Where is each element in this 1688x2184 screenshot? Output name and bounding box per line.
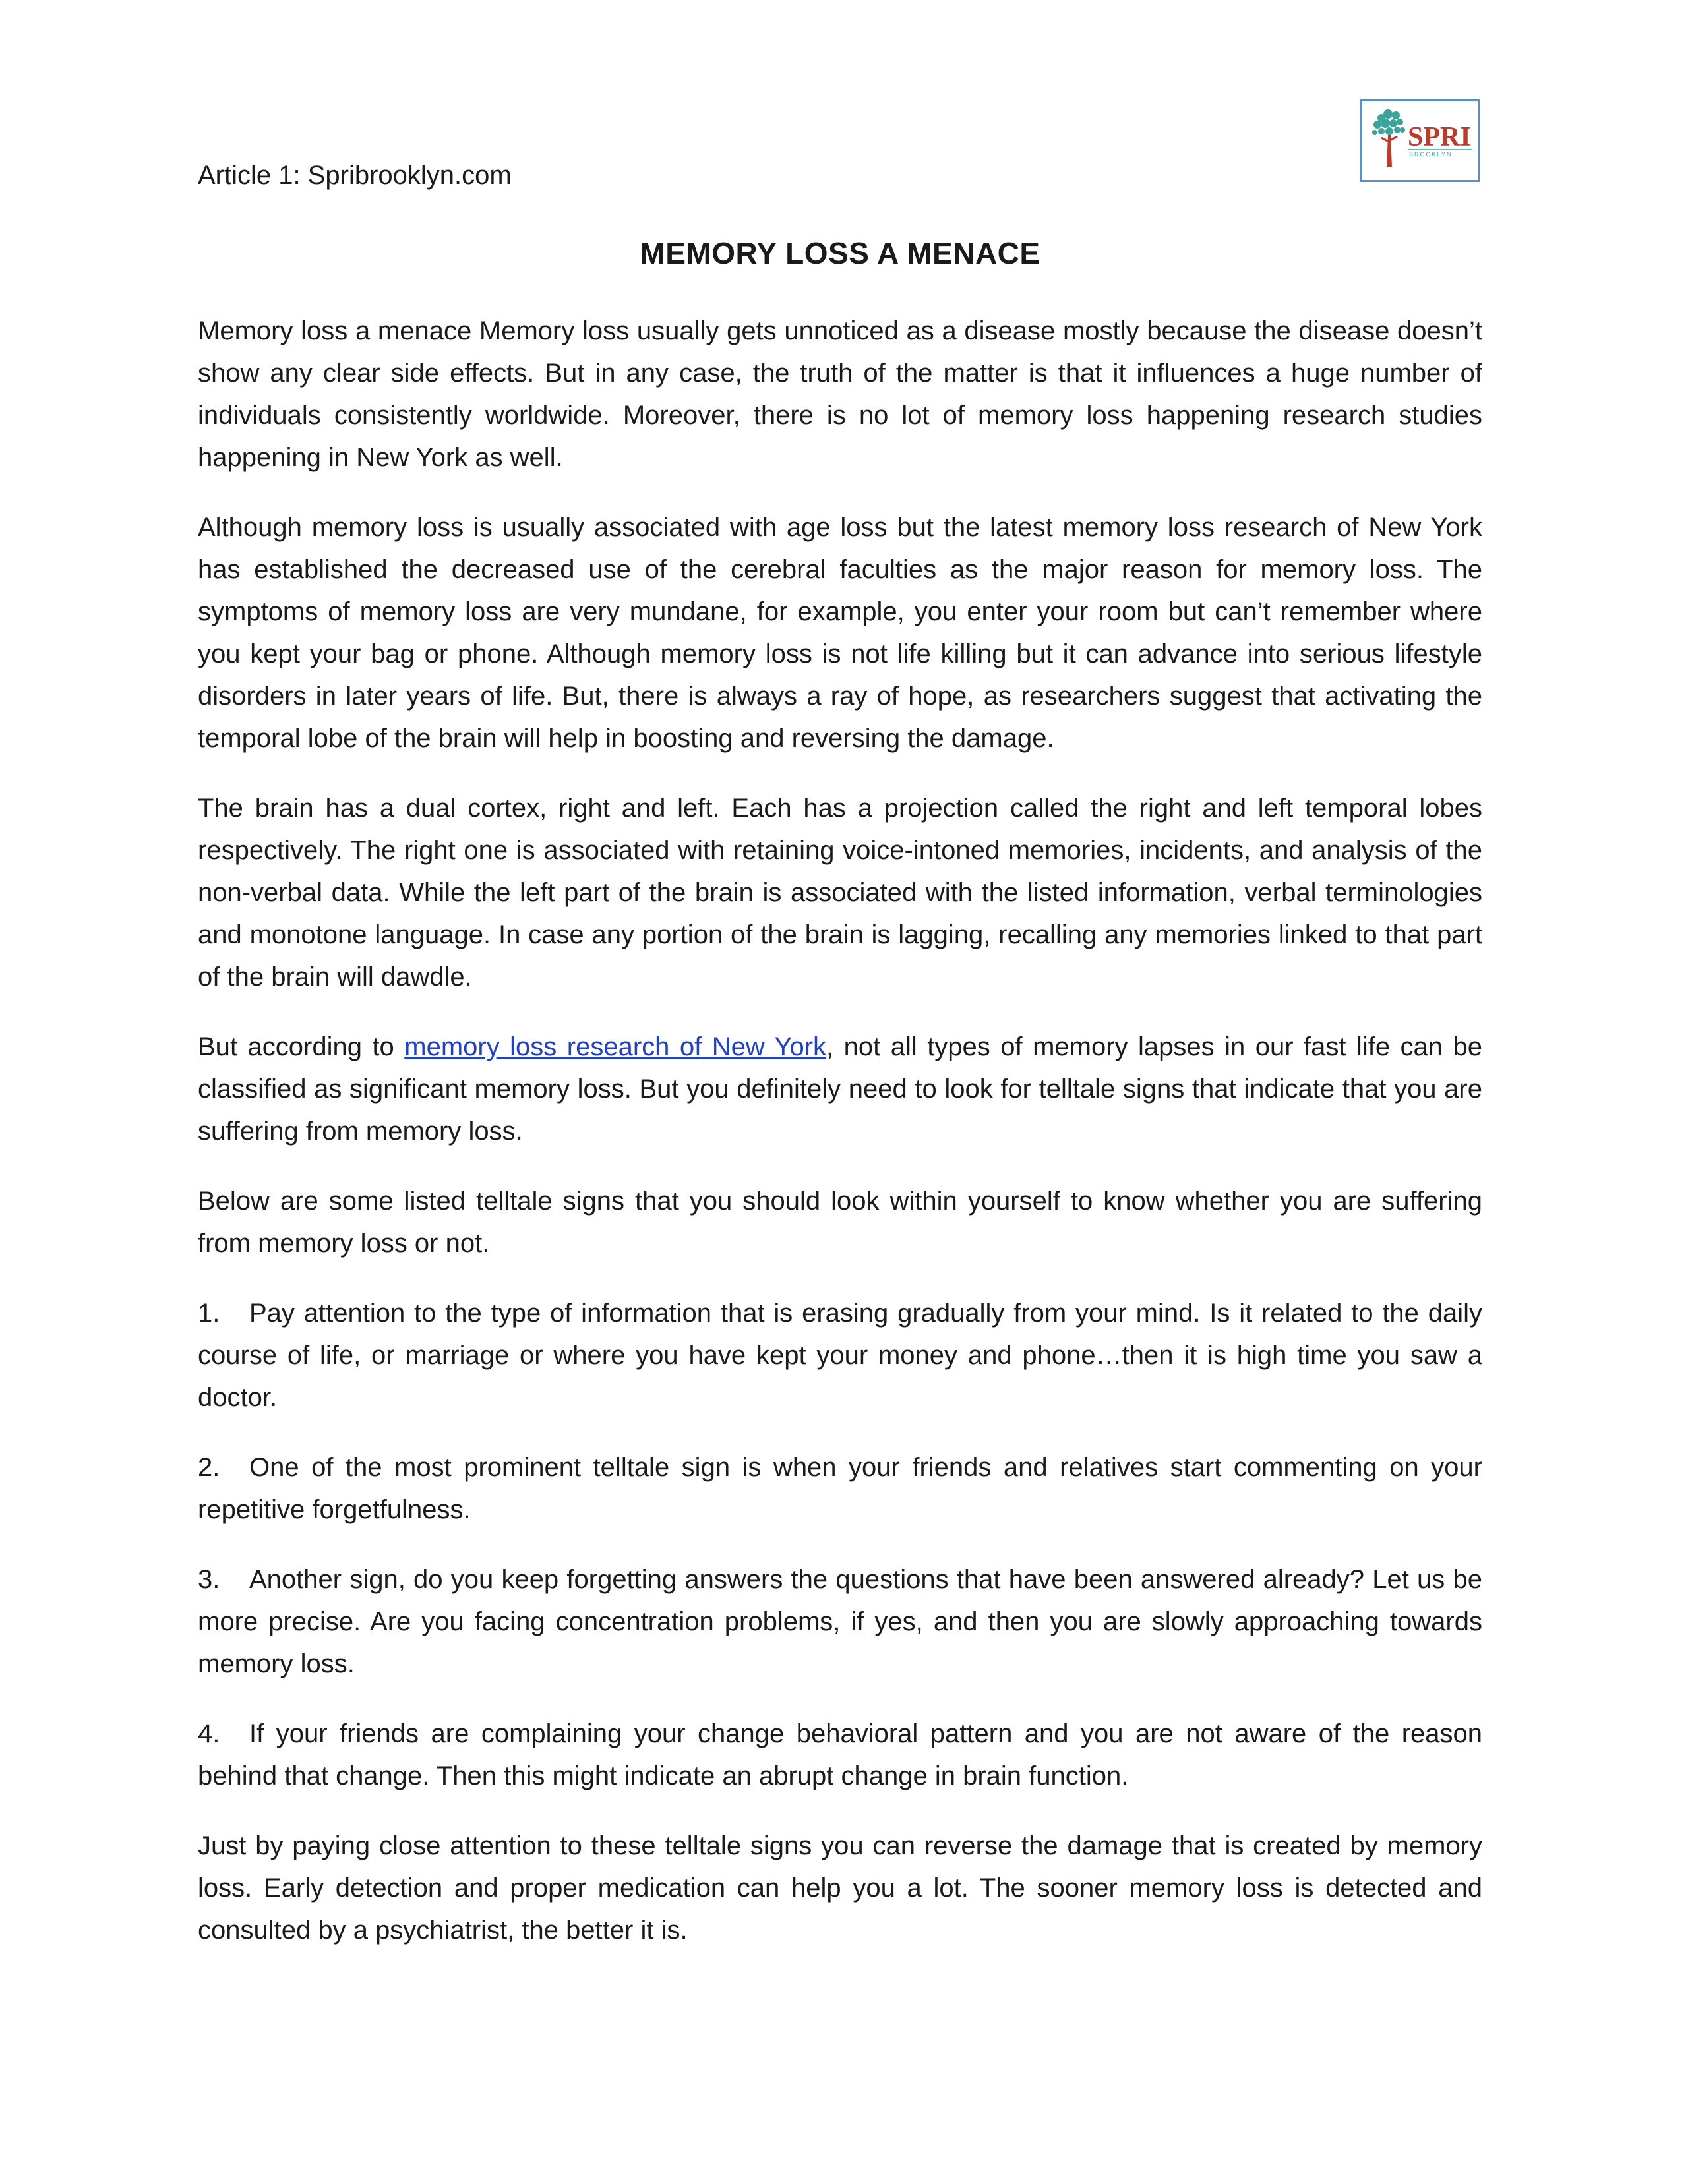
paragraph-intro: Memory loss a menace Memory loss usually gets unnoticed as a disease mostly because the disease doesn’t show any clear side effects. But in any case, the truth of the matter is that it influences a huge number of individuals consistently worldwide. Moreover, there is no lot of memory loss happening research studies happening in New York as well. — [198, 316, 1482, 472]
list-text: Another sign, do you keep forgetting answers the questions that have been answered already? Let us be more precise. Are you facing concentration problems, if yes, and then you are slowly approaching towards memory loss. — [198, 1565, 1482, 1678]
list-number: 4. — [198, 1719, 220, 1748]
page-title: MEMORY LOSS A MENACE — [640, 236, 1040, 270]
paragraph-conclusion: Just by paying close attention to these telltale signs you can reverse the damage that is created by memory loss. Early detection and proper medication can help you a lot. The sooner memory loss is detected and consulted by a psychiatrist, the better it is. — [198, 1831, 1482, 1945]
list-number: 3. — [198, 1565, 220, 1594]
list-item — [198, 1292, 1482, 1419]
paragraph-signs-intro: Below are some listed telltale signs that you should look within yourself to know whether you are suffering from memory loss or not. — [198, 1187, 1482, 1258]
paragraph-brain-cortex: The brain has a dual cortex, right and left. Each has a projection called the right and left temporal lobes respectively. The right one is associated with retaining voice-intoned memories, incidents, and analysis of the non-verbal data. While the left part of the brain is associated with the listed information, verbal terminologies and monotone language. In case any portion of the brain is lagging, recalling any memories linked to that part of the brain will dawdle. — [198, 794, 1482, 991]
list-number: 2. — [198, 1453, 220, 1482]
list-number: 1. — [198, 1299, 220, 1328]
tree-logo-icon — [1362, 101, 1478, 180]
logo-text: SPRI — [1408, 122, 1471, 152]
paragraph-research-link — [198, 1026, 1482, 1152]
list-text: Pay attention to the type of information that is erasing gradually from your mind. Is it related to the daily course of life, or marriage or where you have kept your money and phone…then it is high time you saw a doctor. — [198, 1299, 1482, 1412]
paragraph-text: , not all types of memory lapses in our fast life can be classified as significant memory loss. But you definitely need to look for telltale signs that indicate that you are suffering from memory loss. — [198, 1032, 1482, 1146]
list-item — [198, 1558, 1482, 1685]
paragraph-age-loss: Although memory loss is usually associated with age loss but the latest memory loss research of New York has established the decreased use of the cerebral faculties as the major reason for memory loss. The symptoms of memory loss are very mundane, for example, you enter your room but can’t remember where you kept your bag or phone. Although memory loss is not life killing but it can advance into serious lifestyle disorders in later years of life. But, there is always a ray of hope, as researchers suggest that activating the temporal lobe of the brain will help in boosting and reversing the damage. — [198, 513, 1482, 753]
list-text: One of the most prominent telltale sign is when your friends and relatives start commenting on your repetitive forgetfulness. — [198, 1453, 1482, 1524]
memory-loss-research-link[interactable]: memory loss research of New York — [404, 1032, 827, 1061]
list-text: If your friends are complaining your change behavioral pattern and you are not aware of the reason behind that change. Then this might indicate an abrupt change in brain function. — [198, 1719, 1482, 1790]
article-label: Article 1: Spribrooklyn.com — [198, 161, 512, 190]
logo-tagline: BROOKLYN — [1409, 151, 1453, 158]
spri-logo — [1360, 99, 1480, 182]
article-body — [198, 310, 1482, 1979]
paragraph-text: But according to — [198, 1032, 405, 1061]
list-item — [198, 1446, 1482, 1531]
list-item — [198, 1713, 1482, 1797]
